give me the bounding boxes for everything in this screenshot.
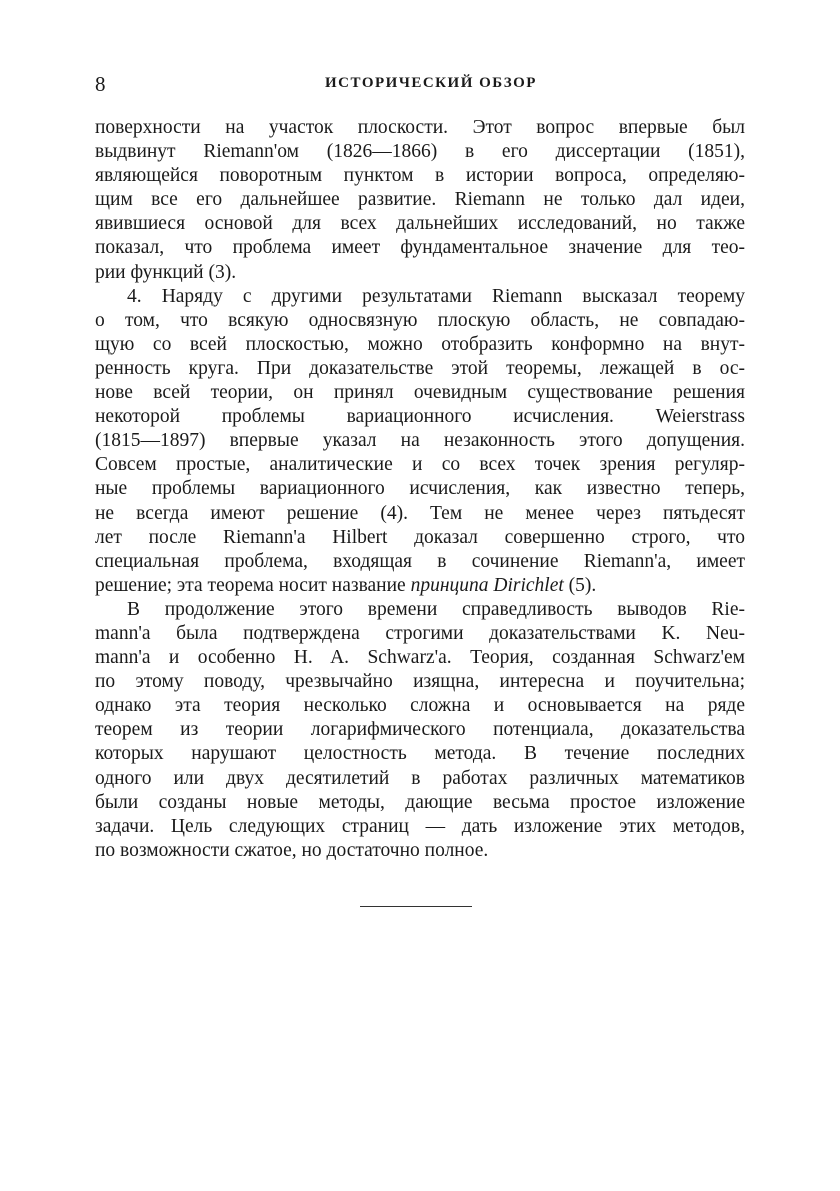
text-line: о том, что всякую односвязную плоскую область, не совпадаю- <box>95 309 745 331</box>
text-line: по возможности сжатое, но достаточно полное. <box>95 839 489 861</box>
text-line: однако эта теория несколько сложна и основывается на ряде <box>95 695 745 717</box>
text-line: выдвинут Riemann'ом (1826—1866) в его диссертации (1851), <box>95 141 745 163</box>
text-line: поверхности на участок плоскости. Этот вопрос впервые был <box>95 117 745 138</box>
text-line: теорем из теории логарифмического потенциала, доказательства <box>95 719 745 741</box>
text-line: по этому поводу, чрезвычайно изящна, интересна и поучительна; <box>95 671 745 693</box>
text-run: (5). <box>563 574 597 596</box>
text-line: mann'а была подтверждена строгими доказательствами K. Neu- <box>95 622 745 644</box>
text-line: Совсем простые, аналитические и со всех точек зрения регуляр- <box>95 454 745 476</box>
text-line: некоторой проблемы вариационного исчисления. Weierstrass <box>95 406 745 428</box>
text-line <box>95 574 745 598</box>
text-line: ные проблемы вариационного исчисления, как известно теперь, <box>95 478 745 500</box>
text-line: рии функций (3). <box>95 261 237 283</box>
text-line: задачи. Цель следующих страниц — дать изложение этих методов, <box>95 815 745 837</box>
text-line: mann'а и особенно H. A. Schwarz'а. Теория, созданная Schwarz'ем <box>95 647 745 669</box>
text-line: специальная проблема, входящая в сочинение Riemann'а, имеет <box>95 550 745 572</box>
text-line: лет после Riemann'а Hilbert доказал совершенно строго, что <box>95 526 745 548</box>
paragraph-2 <box>95 285 745 598</box>
text-line: В продолжение этого времени справедливость выводов Rie- <box>127 598 745 620</box>
page-number: 8 <box>95 72 106 96</box>
text-line: одного или двух десятилетий в работах различных математиков <box>95 767 745 789</box>
text-line: являющейся поворотным пунктом в истории вопроса, определяю- <box>95 165 745 187</box>
text-line: (1815—1897) впервые указал на незаконность этого допущения. <box>95 430 745 452</box>
section-separator <box>360 906 472 907</box>
text-line: были созданы новые методы, дающие весьма простое изложение <box>95 791 745 813</box>
text-line: ренность круга. При доказательстве этой теоремы, лежащей в ос- <box>95 357 745 379</box>
text-line: щую со всей плоскостью, можно отобразить конформно на внут- <box>95 333 745 355</box>
paragraph-3 <box>95 598 745 863</box>
text-line: явившиеся основой для всех дальнейших исследований, но также <box>95 213 745 235</box>
italic-term: принципа Dirichlet <box>410 574 564 596</box>
running-title: ИСТОРИЧЕСКИЙ ОБЗОР <box>325 75 537 91</box>
running-head <box>95 72 745 102</box>
text-line: щим все его дальнейшее развитие. Riemann не только дал идеи, <box>95 189 745 211</box>
text-line: 4. Наряду с другими результатами Riemann высказал теорему <box>127 285 745 307</box>
body-text <box>95 116 745 863</box>
paragraph-1 <box>95 116 745 285</box>
text-line: показал, что проблема имеет фундаментальное значение для тео- <box>95 237 745 259</box>
text-line: нове всей теории, он принял очевидным существование решения <box>95 382 745 404</box>
text-run: решение; эта теорема носит название <box>95 574 411 596</box>
text-line: не всегда имеют решение (4). Тем не менее через пятьдесят <box>95 502 745 524</box>
text-line: которых нарушают целостность метода. В течение последних <box>95 743 745 765</box>
